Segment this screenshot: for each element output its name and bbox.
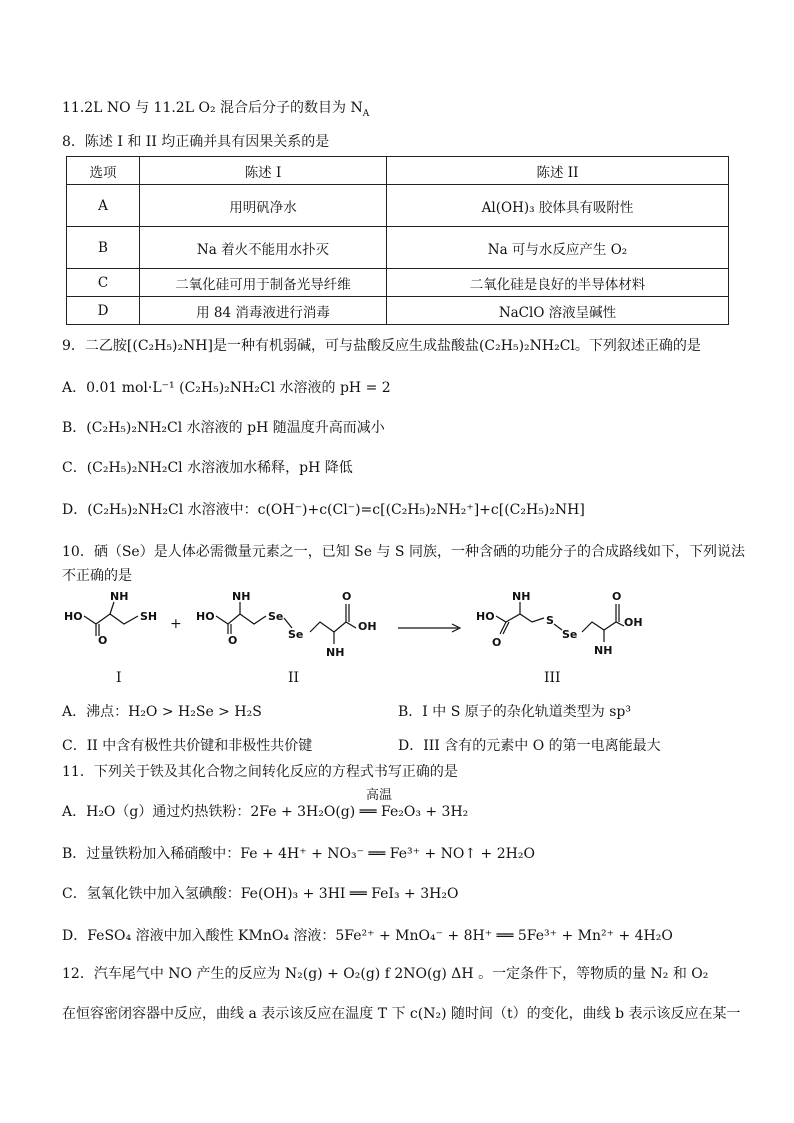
q9-option-b: B．(C₂H₅)₂NH₂Cl 水溶液的 pH 随温度升高而减小 xyxy=(62,420,385,436)
molecule-iii-structure xyxy=(476,588,676,660)
q7-option-d-sub: A xyxy=(362,108,370,119)
q11-option-a: A．H₂O（g）通过灼热铁粉：2Fe + 3H₂O(g) ══ Fe₂O₃ + 3H₂ xyxy=(62,804,469,820)
q8-row-b-s2: Na 可与水反应产生 O₂ xyxy=(387,227,729,269)
mol-ii-ho: HO xyxy=(196,610,215,623)
q8-header-s1: 陈述 I xyxy=(140,157,387,185)
q8-header-s2: 陈述 II xyxy=(387,157,729,185)
q10-option-c: C．II 中含有极性共价键和非极性共价键 xyxy=(62,738,313,754)
mol-iii-se: Se xyxy=(562,628,578,641)
mol-ii-oh: OH xyxy=(358,620,377,633)
mol-ii-se2: Se xyxy=(288,628,304,641)
mol-i-sh: SH xyxy=(140,610,158,623)
mol-ii-o: O xyxy=(228,634,238,647)
q11-a-condition: 高温 xyxy=(366,788,393,803)
q8-table xyxy=(66,156,729,325)
q10-stem-line2: 不正确的是 xyxy=(62,568,132,584)
mol-i-o: O xyxy=(98,634,108,647)
label-iii: III xyxy=(544,670,561,686)
mol-iii-nh2-bottom: NH xyxy=(594,644,613,657)
q8-row-c-s2: 二氧化硅是良好的半导体材料 xyxy=(387,269,729,297)
table-row xyxy=(67,185,729,227)
q8-row-c-s1: 二氧化硅可用于制备光导纤维 xyxy=(140,269,387,297)
q8-row-b-s1: Na 着火不能用水扑灭 xyxy=(140,227,387,269)
q8-row-d-s1: 用 84 消毒液进行消毒 xyxy=(140,297,387,325)
mol-i-ho: HO xyxy=(64,610,83,623)
q7-option-d xyxy=(62,98,369,124)
mol-ii-nh2-top: NH xyxy=(232,590,251,603)
q8-row-a-s1: 用明矾净水 xyxy=(140,185,387,227)
reaction-arrow-icon xyxy=(398,622,464,634)
mol-ii-nh2-bottom: NH xyxy=(326,646,345,659)
table-row xyxy=(67,269,729,297)
mol-ii-se1: Se xyxy=(268,610,284,623)
q8-row-d-s2: NaClO 溶液呈碱性 xyxy=(387,297,729,325)
table-row xyxy=(67,297,729,325)
q10-option-a: A．沸点：H₂O > H₂Se > H₂S xyxy=(62,704,262,720)
q9-stem: 9．二乙胺[(C₂H₅)₂NH]是一种有机弱碱，可与盐酸反应生成盐酸盐(C₂H₅)₂NH₂Cl。下列叙述正确的是 xyxy=(62,338,701,354)
q10-stem-line1: 10．硒（Se）是人体必需微量元素之一，已知 Se 与 S 同族，一种含硒的功能分子的合成路线如下，下列说法 xyxy=(62,544,745,560)
mol-iii-oh: OH xyxy=(624,616,643,629)
label-ii: II xyxy=(288,670,300,686)
q8-stem: 8．陈述 I 和 II 均正确并具有因果关系的是 xyxy=(62,134,330,150)
q11-stem: 11．下列关于铁及其化合物之间转化反应的方程式书写正确的是 xyxy=(62,764,458,780)
q7-option-d-text: 11.2L NO 与 11.2L O₂ 混合后分子的数目为 N xyxy=(62,100,363,116)
q8-row-d-opt: D xyxy=(67,297,140,325)
table-row xyxy=(67,227,729,269)
q9-option-a: A．0.01 mol·L⁻¹ (C₂H₅)₂NH₂Cl 水溶液的 pH = 2 xyxy=(62,380,391,396)
mol-i-nh2: NH xyxy=(110,590,129,603)
q11-option-d: D．FeSO₄ 溶液中加入酸性 KMnO₄ 溶液：5Fe²⁺ + MnO₄⁻ + 8H⁺ ══ 5Fe³⁺ + Mn²⁺ + 4H₂O xyxy=(62,928,673,944)
q12-stem-line2: 在恒容密闭容器中反应，曲线 a 表示该反应在温度 T 下 c(N₂) 随时间（t）的变化，曲线 b 表示该反应在某一 xyxy=(62,1006,741,1022)
q8-header-option: 选项 xyxy=(67,157,140,185)
mol-iii-nh2-top: NH xyxy=(512,590,531,603)
q10-option-b: B．I 中 S 原子的杂化轨道类型为 sp³ xyxy=(398,704,631,720)
q10-option-d: D．III 含有的元素中 O 的第一电离能最大 xyxy=(398,738,661,754)
q9-option-c: C．(C₂H₅)₂NH₂Cl 水溶液加水稀释，pH 降低 xyxy=(62,460,353,476)
q8-row-a-s2: Al(OH)₃ 胶体具有吸附性 xyxy=(387,185,729,227)
plus-sign: + xyxy=(170,616,182,632)
mol-iii-s: S xyxy=(546,614,554,627)
q8-row-b-opt: B xyxy=(67,227,140,269)
q8-header-row xyxy=(67,157,729,185)
q8-row-c-opt: C xyxy=(67,269,140,297)
q12-stem-line1: 12．汽车尾气中 NO 产生的反应为 N₂(g) + O₂(g) f 2NO(g) ΔH 。一定条件下，等物质的量 N₂ 和 O₂ xyxy=(62,966,709,982)
label-i: I xyxy=(116,670,122,686)
mol-iii-o-top: O xyxy=(612,590,622,603)
q9-option-d: D．(C₂H₅)₂NH₂Cl 水溶液中：c(OH⁻)+c(Cl⁻)=c[(C₂H₅)₂NH₂⁺]+c[(C₂H₅)₂NH] xyxy=(62,502,585,518)
mol-iii-ho: HO xyxy=(476,610,495,623)
molecule-ii-structure xyxy=(196,588,396,660)
q8-row-a-opt: A xyxy=(67,185,140,227)
molecule-i-structure xyxy=(62,588,172,656)
q11-option-c: C．氢氧化铁中加入氢碘酸：Fe(OH)₃ + 3HI ══ FeI₃ + 3H₂O xyxy=(62,886,459,902)
mol-iii-o: O xyxy=(492,636,502,649)
mol-ii-o-top: O xyxy=(342,590,352,603)
q11-option-b: B．过量铁粉加入稀硝酸中：Fe + 4H⁺ + NO₃⁻ ══ Fe³⁺ + NO↑ + 2H₂O xyxy=(62,846,535,862)
